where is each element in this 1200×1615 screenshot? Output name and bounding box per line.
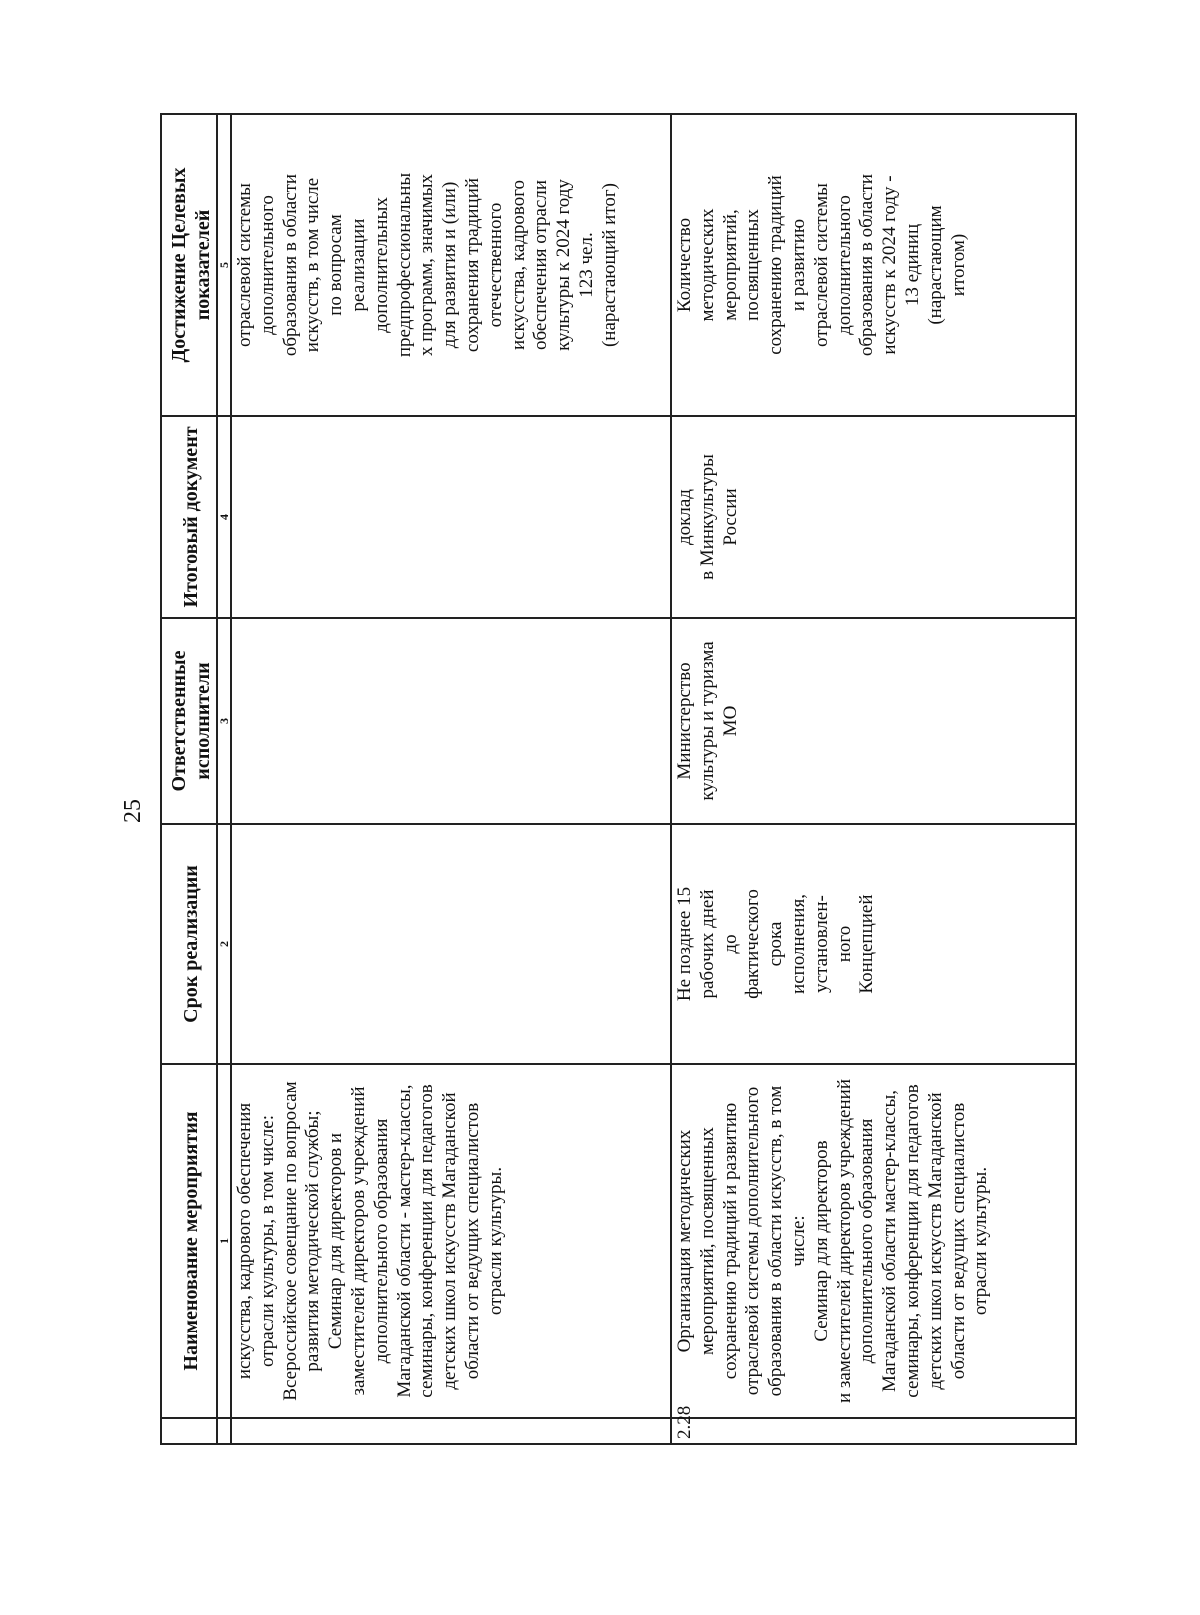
target-indicator: отраслевой системы дополнительного образования в области искусств, в том числе по вопросам реализации дополнительных предпрофессиональны х программ, значимых для развития и (или) сохранения традиций отечественного искусства, кадрового обеспечения отрасли культуры к 2024 году 123 чел. (нарастающий итог) [231, 114, 671, 416]
header-document: Итоговый документ [161, 416, 217, 618]
column-number-blank [217, 1418, 231, 1444]
target-indicator: Количество методических мероприятий, посвященных сохранению традиций и развитию отраслевой системы дополнительного образования в области искусств к 2024 году - 13 единиц (нарастающим итогом) [671, 114, 1076, 416]
final-document: доклад в Минкультуры России [671, 416, 1076, 618]
column-number: 5 [217, 114, 231, 416]
table-row [671, 114, 1076, 1444]
term: Не позднее 15 рабочих дней до фактического срока исполнения, установлен- ного Концепцией [671, 824, 1076, 1064]
responsible: Министерство культуры и туризма МО [671, 618, 1076, 824]
term [231, 824, 671, 1064]
header-term: Срок реализации [161, 824, 217, 1064]
page-number: 25 [120, 799, 146, 823]
column-number: 4 [217, 416, 231, 618]
final-document [231, 416, 671, 618]
table-header-row [161, 114, 217, 1444]
rotated-table-wrapper [160, 115, 1077, 1445]
header-activity-name: Наименование мероприятия [161, 1064, 217, 1418]
row-number: 2.28 [671, 1418, 1076, 1444]
activity-name: Организация методических мероприятий, посвященных сохранению традиций и развитию отраслевой системы дополнительного образования в области искусств, в том числе: Семинар для директоров и заместителей директоров учреждений дополнительного образования Магаданской области мастер-классы, семинары, конференции для педагогов детских школ искусств Магаданской области от ведущих специалистов отрасли культуры. [671, 1064, 1076, 1418]
header-target: Достижение Целевых показателей [161, 114, 217, 416]
header-number [161, 1418, 217, 1444]
row-number [231, 1418, 671, 1444]
column-number: 2 [217, 824, 231, 1064]
activity-table [160, 113, 1077, 1445]
column-numbers-row [217, 114, 231, 1444]
column-number: 3 [217, 618, 231, 824]
table-row [231, 114, 671, 1444]
header-responsible: Ответственные исполнители [161, 618, 217, 824]
column-number: 1 [217, 1064, 231, 1418]
responsible [231, 618, 671, 824]
activity-name: искусства, кадрового обеспечения отрасли культуры, в том числе: Всероссийское совещание по вопросам развития методической службы; Семинар для директоров и заместителей директоров учреждений дополнительного образования Магаданской области - мастер-классы, семинары, конференции для педагогов детских школ искусств Магаданской области от ведущих специалистов отрасли культуры. [231, 1064, 671, 1418]
